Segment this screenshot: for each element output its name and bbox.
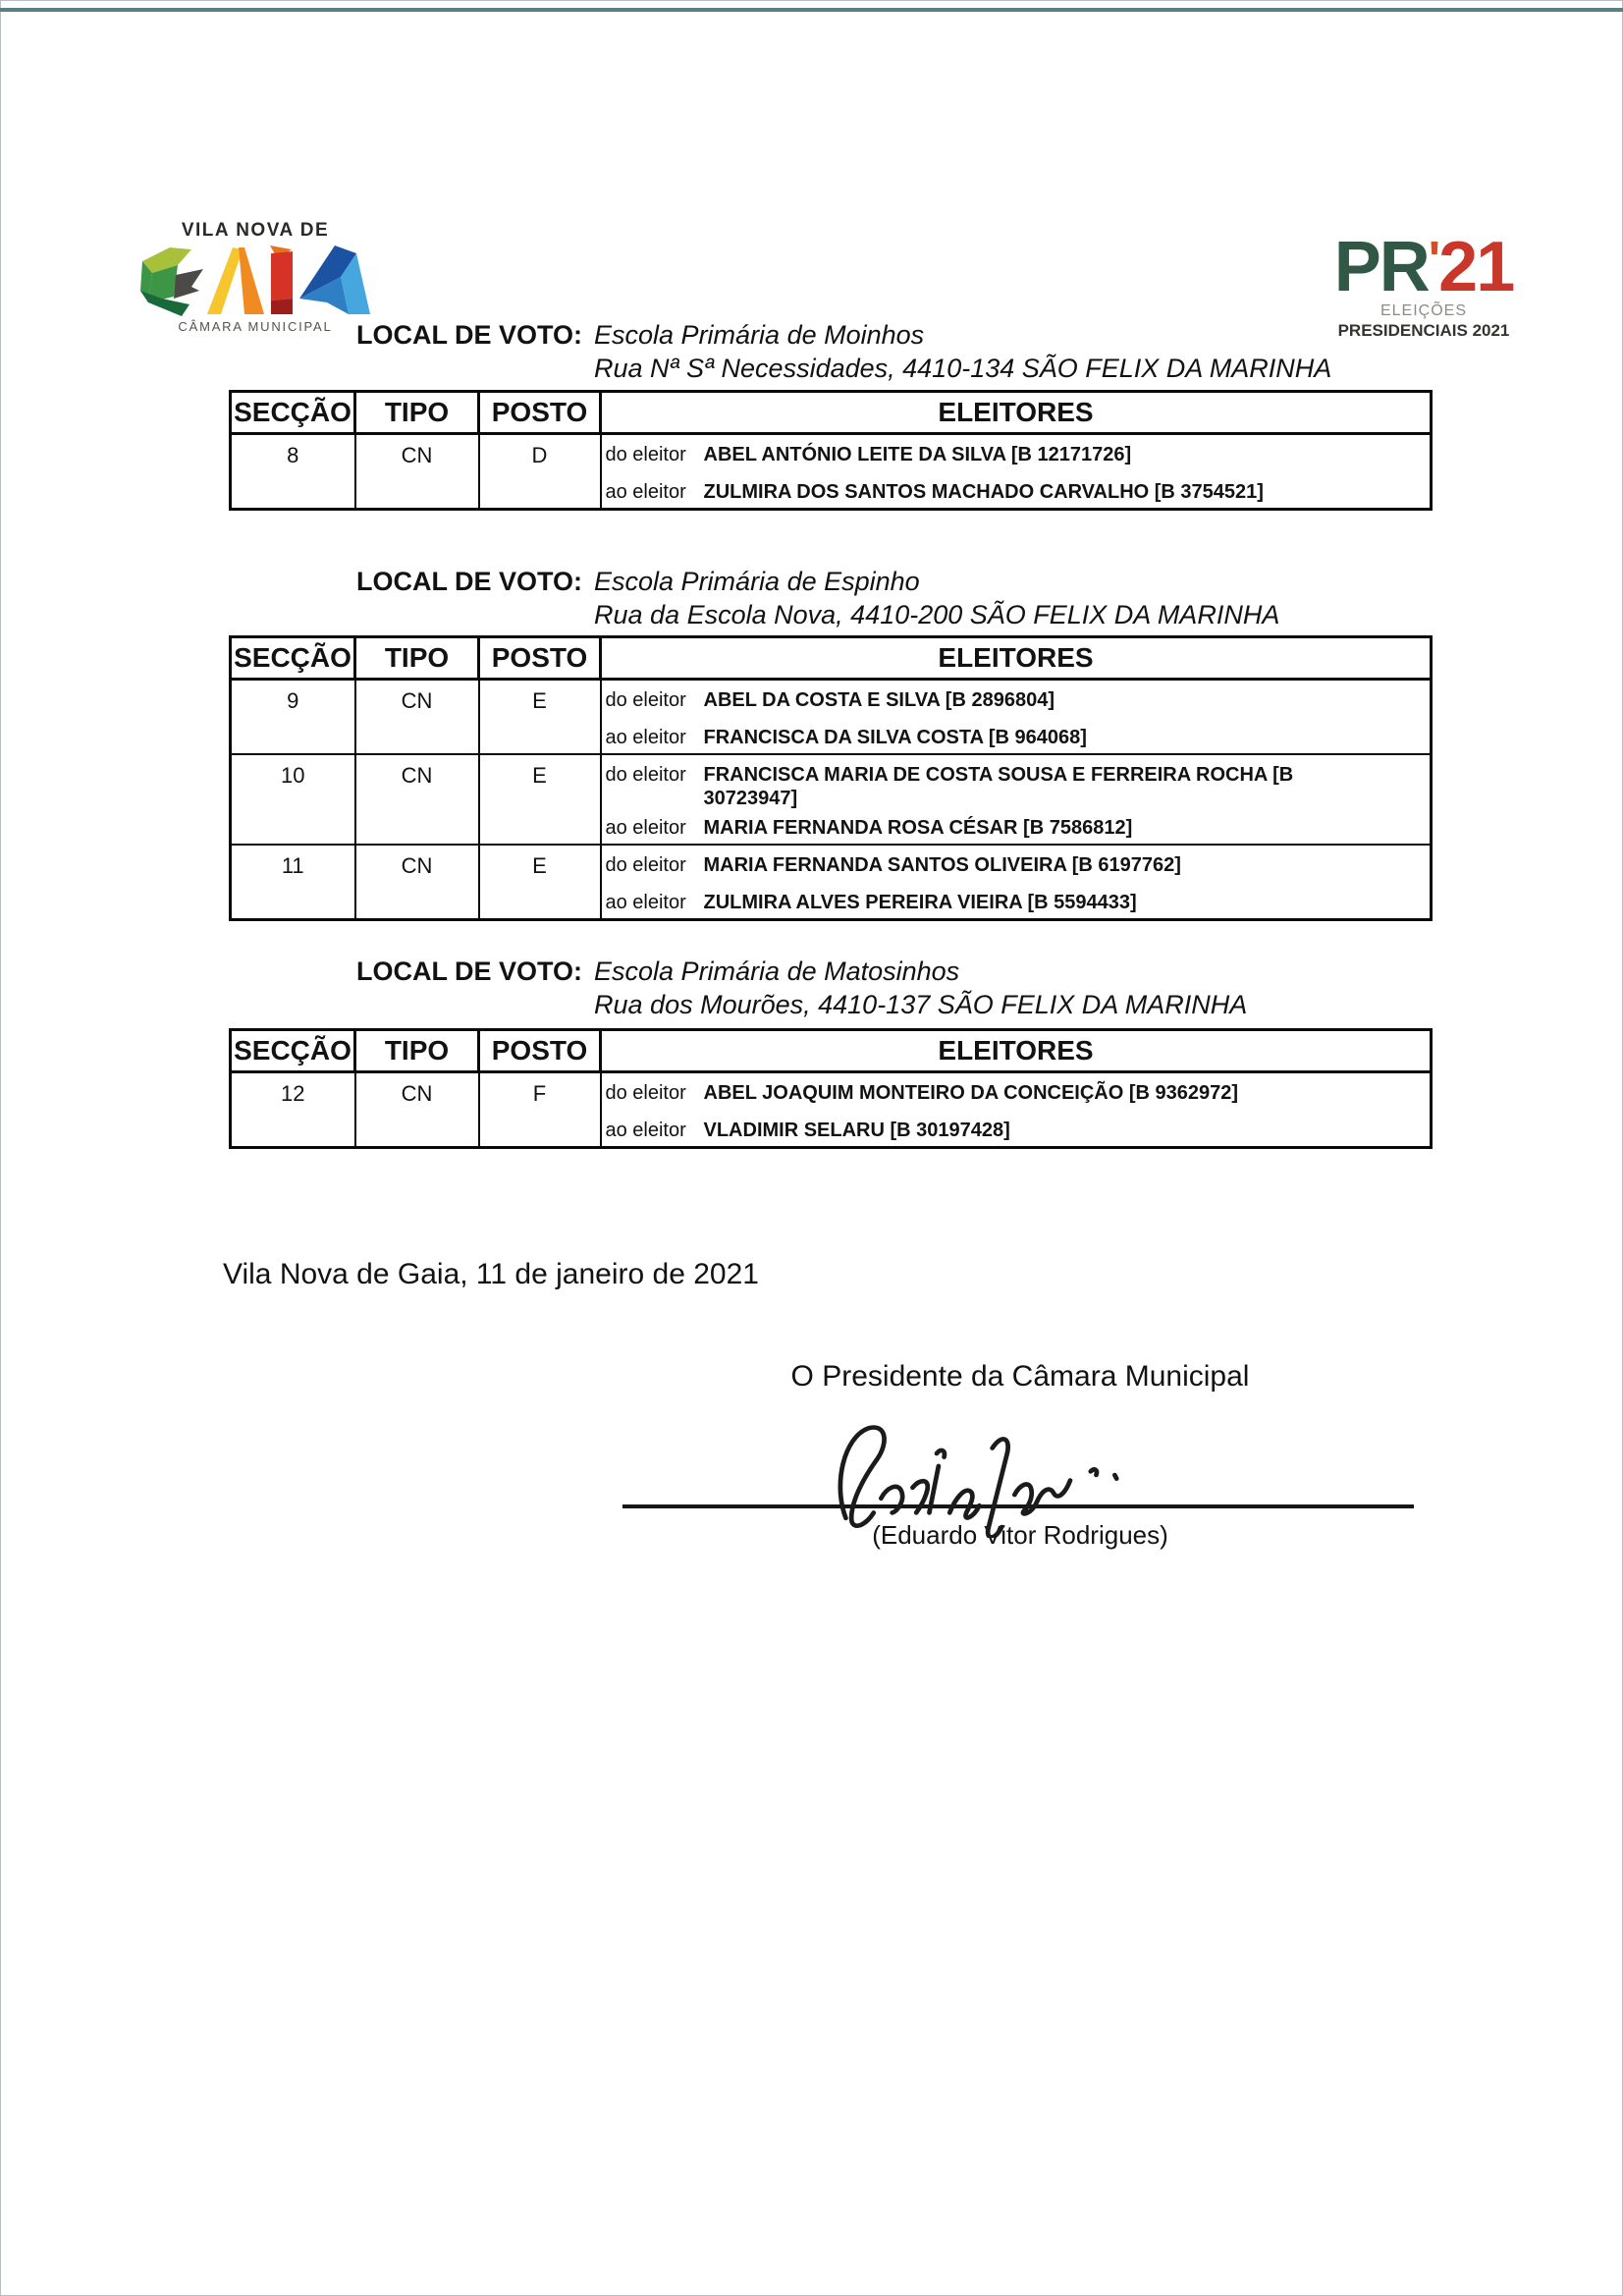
col-header-posto: POSTO <box>479 1030 601 1072</box>
to-voter-line <box>606 480 1427 504</box>
to-voter-value: VLADIMIR SELARU [B 30197428] <box>703 1120 1010 1141</box>
to-voter-value: ZULMIRA ALVES PEREIRA VIEIRA [B 5594433] <box>703 892 1137 913</box>
gaia-logo <box>140 220 370 334</box>
cell-eleitores <box>601 1072 1432 1148</box>
cell-seccao: 10 <box>231 754 355 845</box>
president-title: O Presidente da Câmara Municipal <box>790 1360 1250 1393</box>
to-voter-line <box>606 1119 1427 1142</box>
cell-posto: E <box>479 680 601 755</box>
col-header-seccao: SECÇÃO <box>231 1030 355 1072</box>
from-voter-label: do eleitor <box>605 854 686 876</box>
col-header-eleitores: ELEITORES <box>601 1030 1432 1072</box>
to-voter-label: ao eleitor <box>605 727 686 748</box>
cell-posto: F <box>479 1072 601 1148</box>
to-voter-value: ZULMIRA DOS SANTOS MACHADO CARVALHO [B 3754521] <box>703 481 1264 503</box>
col-header-posto: POSTO <box>479 637 601 680</box>
from-voter-label: do eleitor <box>605 1082 686 1104</box>
local-de-voto-heading-3 <box>356 955 1247 1021</box>
venue-name: Escola Primária de Espinho <box>594 567 920 596</box>
col-header-seccao: SECÇÃO <box>231 392 355 434</box>
pr21-subtitle-2: PRESIDENCIAIS 2021 <box>1337 321 1510 340</box>
gaia-logo-bottom-text: CÂMARA MUNICIPAL <box>178 319 333 334</box>
local-de-voto-label: LOCAL DE VOTO: <box>356 320 583 350</box>
cell-seccao: 12 <box>231 1072 355 1148</box>
table-row <box>231 1072 1432 1148</box>
from-voter-value: ABEL JOAQUIM MONTEIRO DA CONCEIÇÃO [B 9362972] <box>703 1082 1239 1104</box>
cell-posto: D <box>479 434 601 510</box>
venue-address: Rua da Escola Nova, 4410-200 SÃO FELIX DA MARINHA <box>594 600 1280 629</box>
cell-posto: E <box>479 754 601 845</box>
col-header-eleitores: ELEITORES <box>601 637 1432 680</box>
to-voter-value: MARIA FERNANDA ROSA CÉSAR [B 7586812] <box>703 817 1133 839</box>
president-name: (Eduardo Vitor Rodrigues) <box>872 1520 1168 1550</box>
cell-tipo: CN <box>355 434 479 510</box>
table-header-row <box>231 637 1432 680</box>
col-header-seccao: SECÇÃO <box>231 637 355 680</box>
cell-eleitores <box>601 434 1432 510</box>
table-header-row <box>231 392 1432 434</box>
gaia-logo-top-text: VILA NOVA DE <box>181 220 330 241</box>
to-voter-value: FRANCISCA DA SILVA COSTA [B 964068] <box>703 727 1087 748</box>
cell-eleitores <box>601 845 1432 920</box>
cell-tipo: CN <box>355 1072 479 1148</box>
from-voter-line <box>606 853 1427 877</box>
from-voter-line <box>606 1081 1427 1105</box>
col-header-tipo: TIPO <box>355 637 479 680</box>
from-voter-value: ABEL ANTÓNIO LEITE DA SILVA [B 12171726] <box>703 444 1132 465</box>
pr21-subtitle-1: ELEIÇÕES <box>1380 302 1468 319</box>
cell-seccao: 8 <box>231 434 355 510</box>
cell-tipo: CN <box>355 754 479 845</box>
pr21-pr-text: PR <box>1333 228 1429 306</box>
from-voter-label: do eleitor <box>605 764 686 786</box>
pr21-year-text: 21 <box>1438 228 1514 306</box>
cell-tipo: CN <box>355 845 479 920</box>
cell-eleitores <box>601 754 1432 845</box>
from-voter-line <box>606 688 1427 712</box>
local-de-voto-heading-1 <box>356 318 1331 385</box>
table-row <box>231 680 1432 755</box>
date-line: Vila Nova de Gaia, 11 de janeiro de 2021 <box>223 1258 759 1290</box>
col-header-posto: POSTO <box>479 392 601 434</box>
to-voter-label: ao eleitor <box>605 817 686 839</box>
gaia-letters-icon <box>140 246 370 316</box>
pr21-apostrophe: ' <box>1428 232 1439 289</box>
signature <box>820 1412 1154 1538</box>
col-header-tipo: TIPO <box>355 392 479 434</box>
local-de-voto-heading-2 <box>356 565 1279 631</box>
from-voter-line <box>606 443 1427 466</box>
polling-table-3 <box>229 1028 1433 1149</box>
table-header-row <box>231 1030 1432 1072</box>
polling-table-1 <box>229 390 1433 511</box>
pr21-logo <box>1325 228 1522 341</box>
from-voter-line <box>606 763 1427 810</box>
to-voter-line <box>606 891 1427 914</box>
col-header-eleitores: ELEITORES <box>601 392 1432 434</box>
to-voter-label: ao eleitor <box>605 481 686 503</box>
from-voter-label: do eleitor <box>605 444 686 465</box>
to-voter-label: ao eleitor <box>605 892 686 913</box>
from-voter-value: FRANCISCA MARIA DE COSTA SOUSA E FERREIRA ROCHA [B 30723947] <box>703 764 1294 809</box>
cell-seccao: 9 <box>231 680 355 755</box>
cell-eleitores <box>601 680 1432 755</box>
to-voter-line <box>606 816 1427 840</box>
venue-address: Rua Nª Sª Necessidades, 4410-134 SÃO FELIX DA MARINHA <box>594 354 1332 383</box>
local-de-voto-label: LOCAL DE VOTO: <box>356 957 583 986</box>
from-voter-value: MARIA FERNANDA SANTOS OLIVEIRA [B 6197762] <box>703 854 1181 876</box>
venue-name: Escola Primária de Moinhos <box>594 320 925 350</box>
table-row <box>231 845 1432 920</box>
table-row <box>231 754 1432 845</box>
from-voter-value: ABEL DA COSTA E SILVA [B 2896804] <box>703 689 1055 711</box>
to-voter-line <box>606 726 1427 749</box>
local-de-voto-label: LOCAL DE VOTO: <box>356 567 583 596</box>
venue-name: Escola Primária de Matosinhos <box>594 957 960 986</box>
from-voter-label: do eleitor <box>605 689 686 711</box>
cell-seccao: 11 <box>231 845 355 920</box>
col-header-tipo: TIPO <box>355 1030 479 1072</box>
table-row <box>231 434 1432 510</box>
cell-tipo: CN <box>355 680 479 755</box>
venue-address: Rua dos Mourões, 4410-137 SÃO FELIX DA MARINHA <box>594 990 1248 1019</box>
cell-posto: E <box>479 845 601 920</box>
to-voter-label: ao eleitor <box>605 1120 686 1141</box>
polling-table-2 <box>229 635 1433 921</box>
pr21-logo-main <box>1325 228 1522 306</box>
scan-top-line <box>0 8 1623 12</box>
